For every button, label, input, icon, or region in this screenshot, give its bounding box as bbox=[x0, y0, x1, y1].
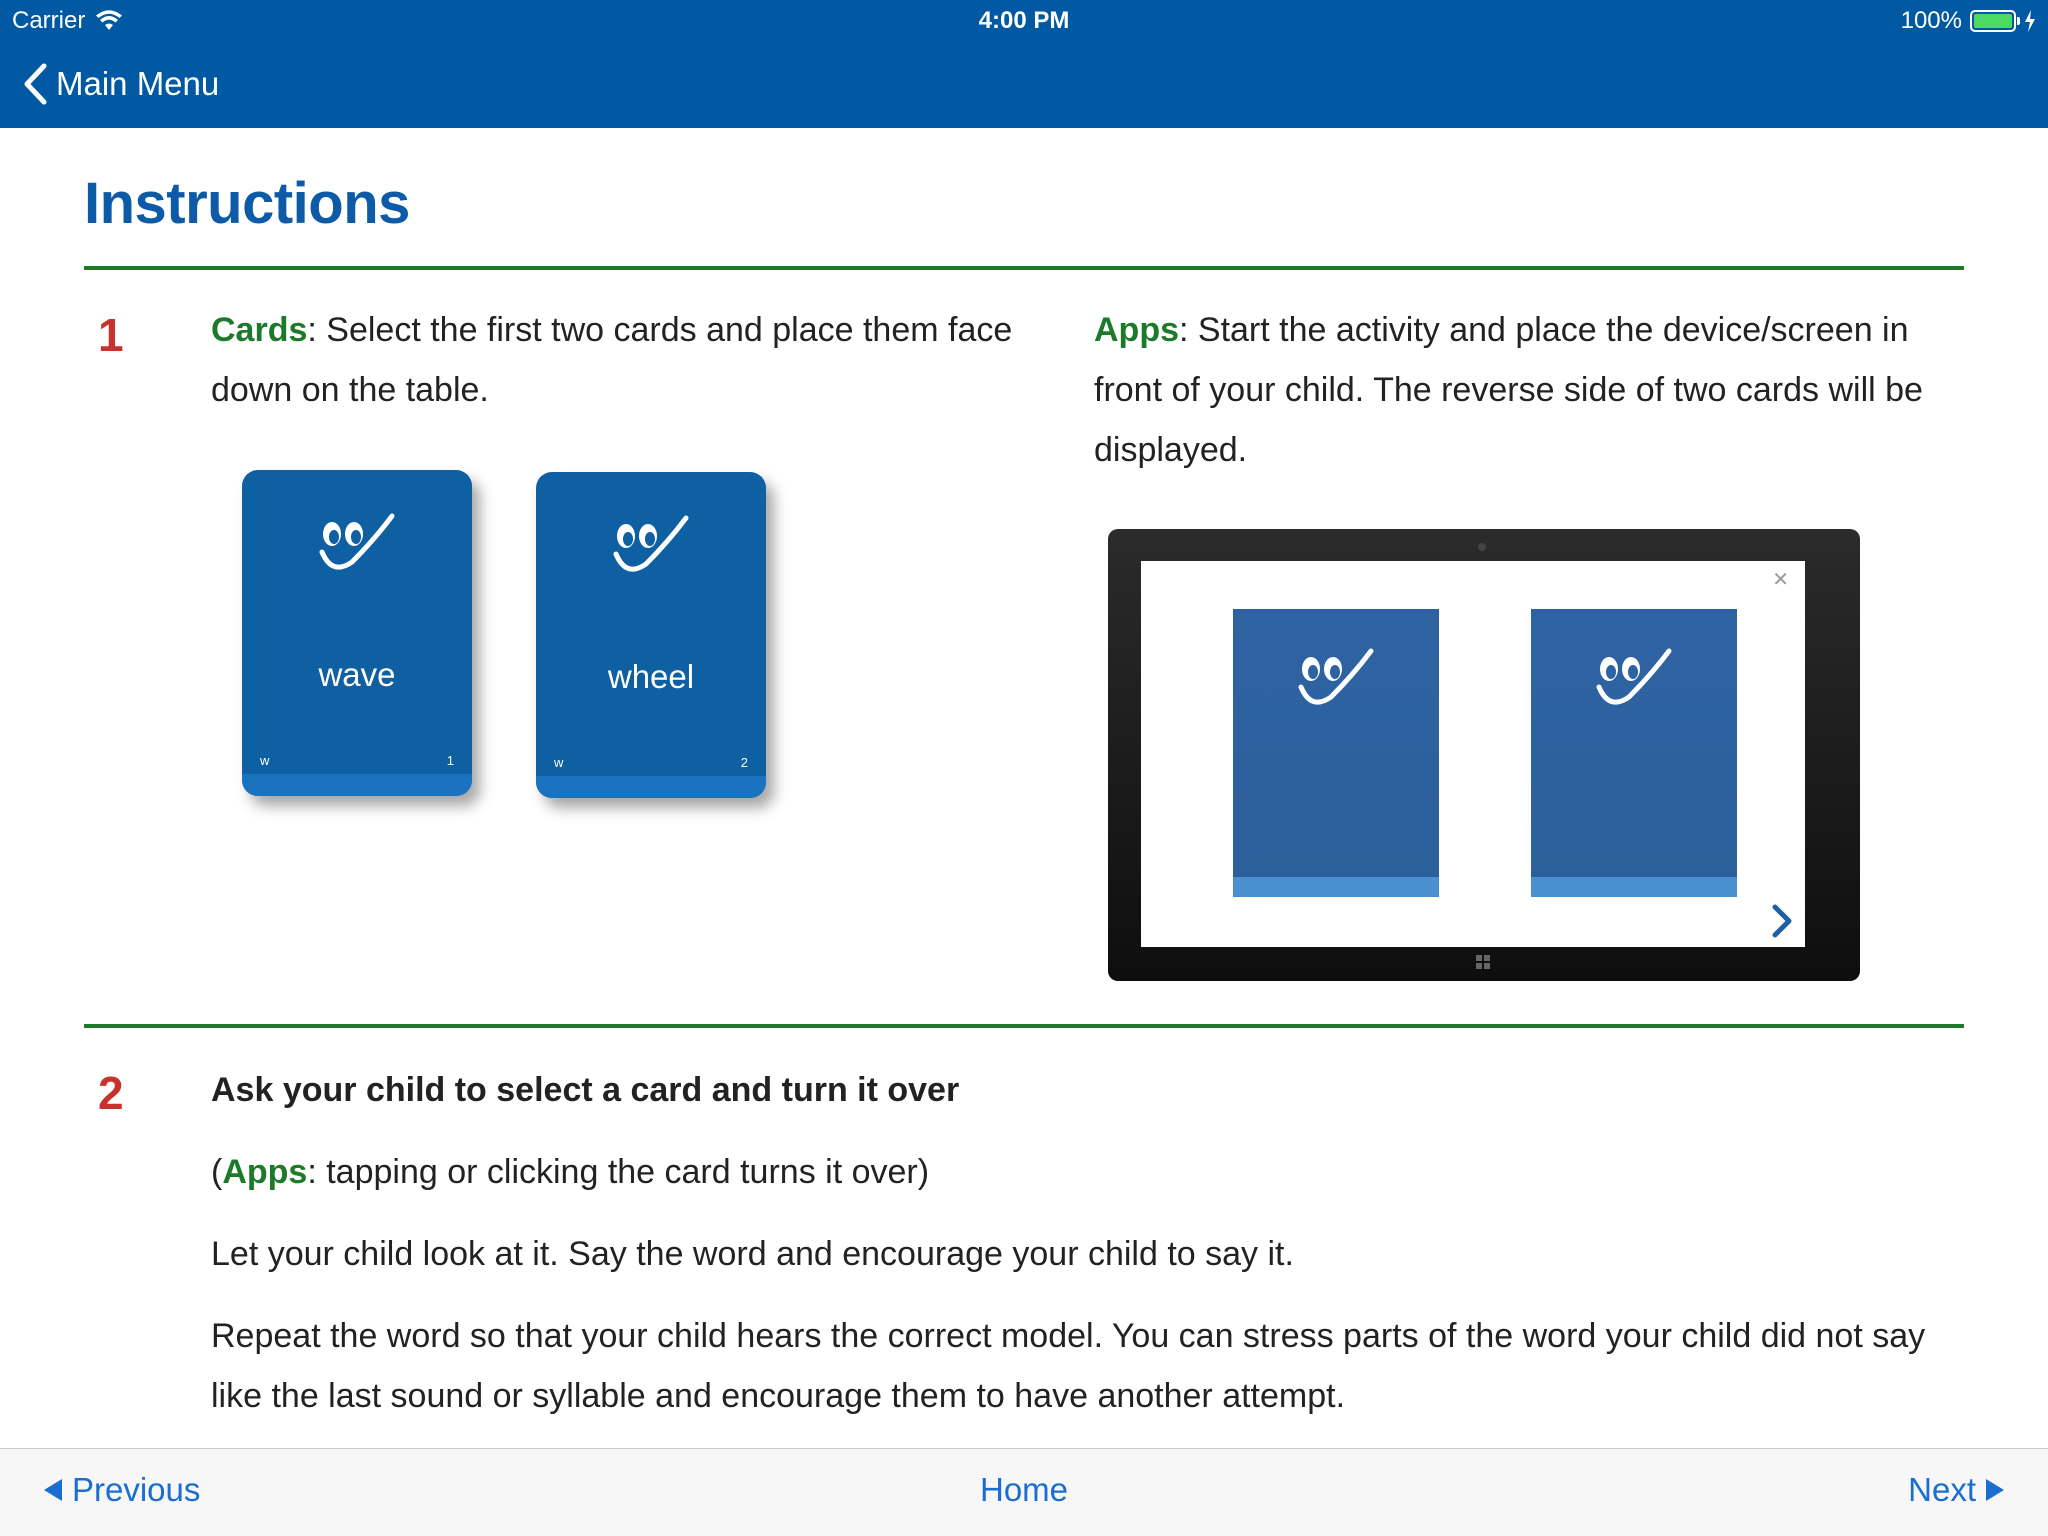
windows-logo-icon bbox=[1476, 955, 1490, 969]
triangle-right-icon bbox=[1986, 1479, 2004, 1501]
clock: 4:00 PM bbox=[978, 7, 1070, 34]
back-label: Main Menu bbox=[56, 65, 220, 102]
battery-status bbox=[1901, 7, 2036, 35]
smiley-logo-icon bbox=[1233, 645, 1439, 720]
step-number-1: 1 bbox=[98, 309, 124, 361]
card-word: wave bbox=[318, 656, 396, 693]
close-icon: ✕ bbox=[1772, 569, 1789, 591]
screen-card-back bbox=[1531, 609, 1737, 897]
section-divider bbox=[84, 1024, 1964, 1028]
card-wheel bbox=[536, 472, 766, 798]
home-button[interactable]: Home bbox=[979, 1471, 1069, 1508]
screen-card-back bbox=[1233, 609, 1439, 897]
page-title: Instructions bbox=[84, 171, 410, 236]
card-letter: w bbox=[260, 753, 270, 768]
step2-apps-note: (Apps: tapping or clicking the card turns it over) bbox=[211, 1153, 930, 1191]
bottom-toolbar bbox=[0, 1448, 2048, 1536]
previous-button[interactable] bbox=[44, 1471, 200, 1509]
smiley-logo-icon bbox=[536, 512, 766, 587]
previous-label: Previous bbox=[72, 1471, 201, 1508]
card-letter: w bbox=[554, 755, 564, 770]
battery-percent: 100% bbox=[1900, 7, 1962, 34]
triangle-left-icon bbox=[44, 1479, 62, 1501]
card-wave bbox=[242, 470, 472, 796]
charging-bolt-icon bbox=[2024, 10, 2036, 32]
apps-label: Apps bbox=[1094, 311, 1179, 349]
step1-cards-text bbox=[211, 300, 1061, 420]
smiley-logo-icon bbox=[1531, 645, 1737, 720]
apps-label: Apps bbox=[222, 1153, 308, 1191]
card-number: 2 bbox=[740, 755, 748, 770]
tablet-screen bbox=[1141, 561, 1805, 947]
apps-instruction: : Start the activity and place the device/screen in front of your child. The reverse side of two cards will be displayed. bbox=[1094, 311, 1923, 469]
main-menu-back-button[interactable] bbox=[22, 62, 219, 106]
chevron-right-icon bbox=[1769, 903, 1795, 939]
card-number: 1 bbox=[446, 753, 454, 768]
cards-instruction: : Select the first two cards and place them face down on the table. bbox=[211, 311, 1013, 409]
step2-heading: Ask your child to select a card and turn it over bbox=[211, 1071, 960, 1109]
top-bar bbox=[0, 0, 2048, 128]
step-number-2: 2 bbox=[98, 1067, 124, 1119]
next-label: Next bbox=[1908, 1471, 1976, 1508]
next-button[interactable] bbox=[1908, 1471, 2004, 1509]
step2-line1: Let your child look at it. Say the word and encourage your child to say it. bbox=[211, 1235, 1294, 1273]
step1-apps-text bbox=[1094, 300, 1964, 480]
status-bar bbox=[0, 0, 2048, 40]
chevron-left-icon bbox=[22, 63, 48, 105]
card-word: wheel bbox=[607, 658, 695, 695]
carrier-label: Carrier bbox=[12, 7, 86, 34]
smiley-logo-icon bbox=[242, 510, 472, 585]
tablet-illustration bbox=[1108, 529, 1860, 981]
section-divider bbox=[84, 266, 1964, 270]
battery-icon bbox=[1970, 10, 2016, 32]
step2-line2: Repeat the word so that your child hears the correct model. You can stress parts of the word your child did not say like the last sound or syllable and encourage them to have another attempt. bbox=[211, 1317, 1926, 1415]
cards-label: Cards bbox=[211, 311, 308, 349]
